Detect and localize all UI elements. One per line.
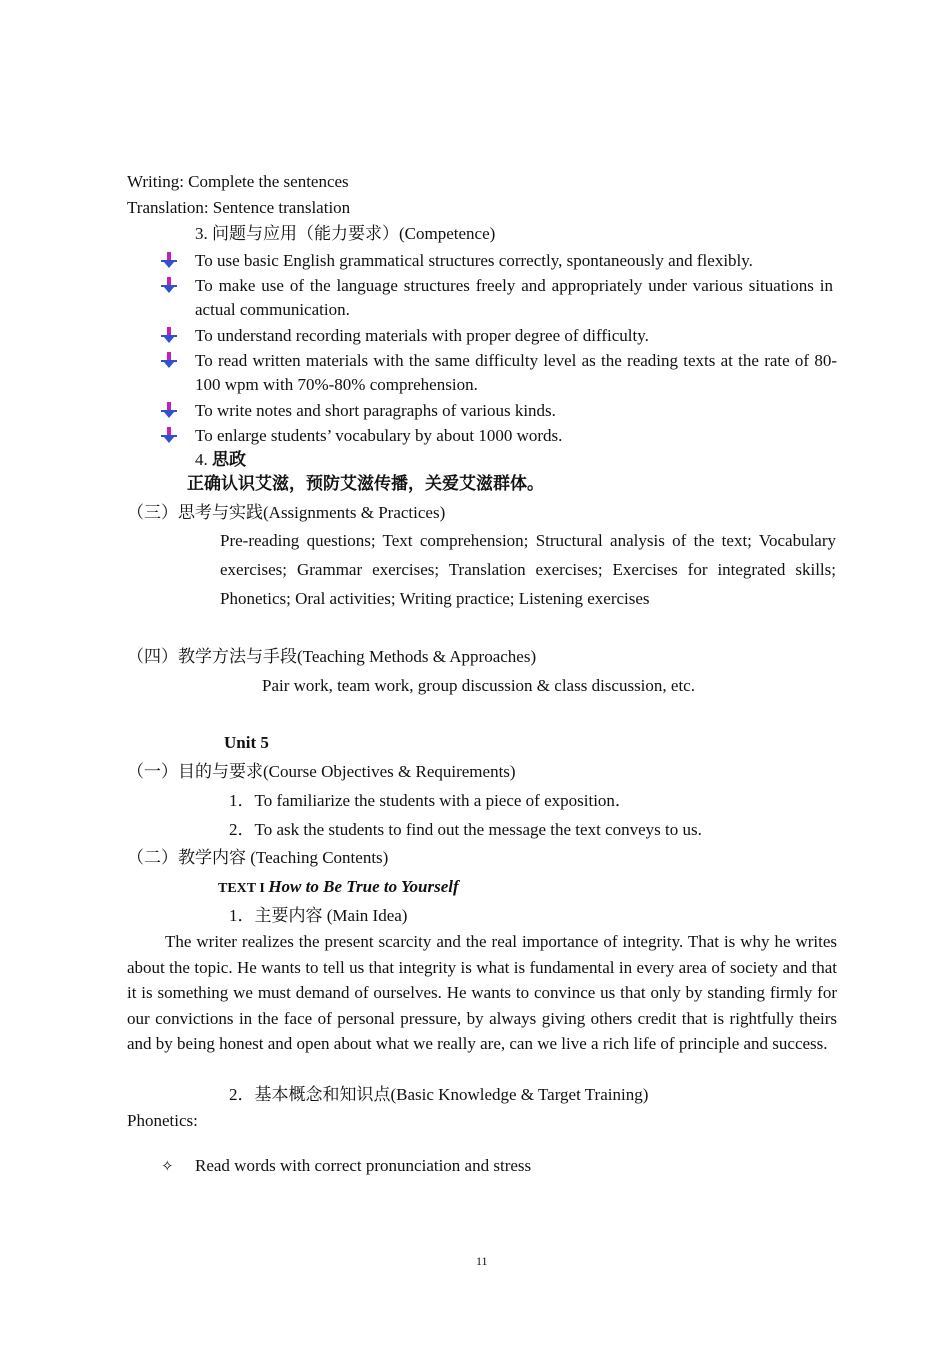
phonetics-item: Read words with correct pronunciation and stress (195, 1156, 532, 1175)
bullet-arrow-icon (160, 251, 178, 269)
text-heading (218, 876, 459, 900)
diamond-bullet-icon: ✧ (161, 1157, 174, 1175)
competence-item: To use basic English grammatical structures correctly, spontaneously and flexibly. (195, 251, 753, 270)
main-idea-text: The writer realizes the present scarcity and the real importance of integrity. That is why he writes about the topic. He wants to tell us that integrity is what is fundamental in every area of society and that it is something we must demand of ourselves. He wants to convince us that only by standing firmly for our convictions in the face of personal pressure, by always giving others credit that is rightfully theirs and by being honest and open about what we really are, can we live a rich life of principle and success. (127, 932, 837, 1053)
competence-item: To make use of the language structures freely and appropriately under various situations in actual communication. (195, 276, 833, 319)
competence-item: To read written materials with the same difficulty level as the reading texts at the rate of 80-100 wpm with 70%-80% comprehension. (195, 351, 837, 394)
bullet-arrow-icon (160, 351, 178, 369)
methods-text: Pair work, team work, group discussion & class discussion, etc. (262, 676, 695, 695)
objectives-heading: （一）目的与要求(Course Objectives & Requirements) (127, 762, 516, 781)
knowledge-heading: 2．基本概念和知识点(Basic Knowledge & Target Training) (229, 1085, 649, 1104)
bullet-arrow-icon (160, 276, 178, 294)
main-idea-heading: 1．主要内容 (Main Idea) (229, 906, 408, 925)
assignments-text: Pre-reading questions; Text comprehension; Structural analysis of the text; Vocabulary exercises; Grammar exercises; Translation exercises; Exercises for integrated skills; Phonetics; Oral activities; Writing practice; Listening exercises (220, 531, 836, 608)
sizheng-number: 4. (195, 450, 212, 469)
bullet-arrow-icon (160, 426, 178, 444)
objective-item: 2．To ask the students to find out the message the text conveys to us. (229, 820, 702, 839)
sizheng-label: 思政 (212, 450, 246, 470)
bullet-arrow-icon (160, 401, 178, 419)
competence-item: To understand recording materials with proper degree of difficulty. (195, 326, 649, 345)
assignments-heading: （三）思考与实践(Assignments & Practices) (127, 503, 446, 522)
sizheng-text: 正确认识艾滋，预防艾滋传播，关爱艾滋群体。 (187, 474, 544, 494)
contents-heading: （二）教学内容 (Teaching Contents) (127, 848, 389, 867)
bullet-arrow-icon (160, 326, 178, 344)
competence-item: To enlarge students’ vocabulary by about 1000 words. (195, 426, 563, 445)
sizheng-heading (195, 449, 246, 471)
text-title: How to Be True to Yourself (268, 877, 459, 896)
phonetics-label: Phonetics: (127, 1111, 198, 1130)
methods-heading: （四）教学方法与手段(Teaching Methods & Approaches) (127, 647, 537, 666)
competence-heading: 3. 问题与应用（能力要求）(Competence) (195, 224, 496, 243)
unit-title: Unit 5 (224, 733, 269, 752)
objective-item: 1．To familiarize the students with a piece of exposition． (229, 791, 632, 810)
writing-line: Writing: Complete the sentences (127, 172, 349, 191)
translation-line: Translation: Sentence translation (127, 198, 351, 217)
text-label: TEXT I (218, 881, 269, 896)
page-number: 11 (476, 1254, 488, 1268)
competence-item: To write notes and short paragraphs of various kinds. (195, 401, 556, 420)
